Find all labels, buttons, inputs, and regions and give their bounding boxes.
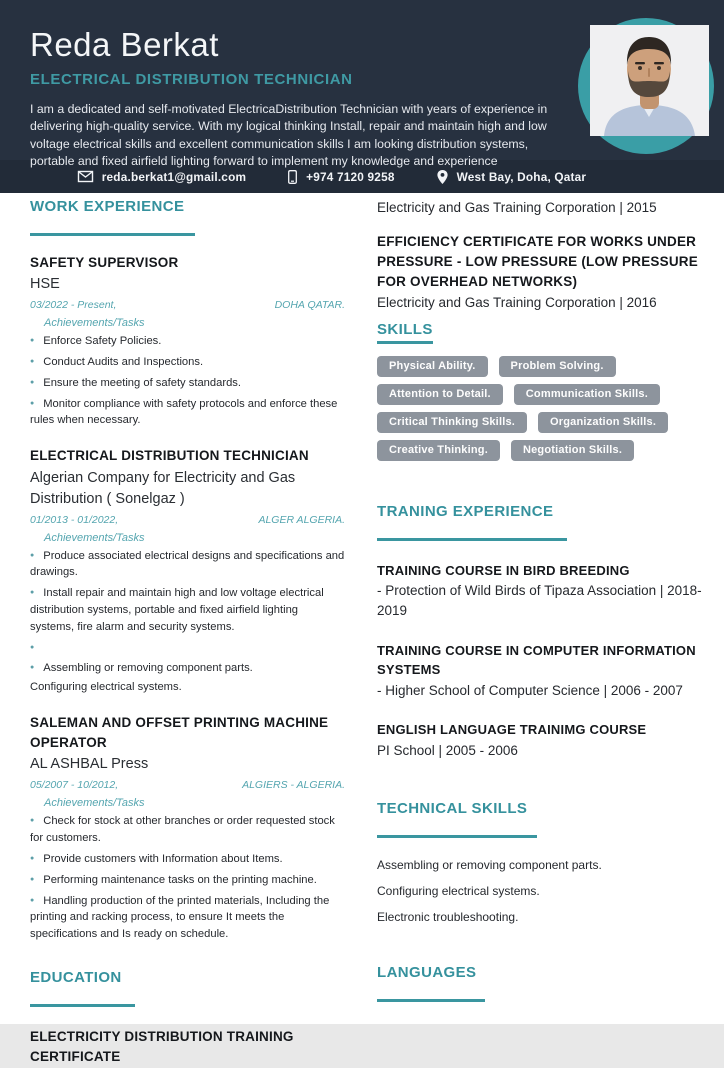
training-detail: PI School | 2005 - 2006 — [377, 742, 518, 758]
section-heading-languages: LANGUAGES — [377, 964, 477, 982]
achievements-label: Achievements/Tasks — [44, 531, 145, 544]
job-extra-line: Configuring electrical systems. — [30, 681, 182, 694]
skill-pill: Physical Ability. — [377, 356, 488, 377]
job-company: Algerian Company for Electricity and Gas Distribution ( Sonelgaz ) — [30, 469, 296, 507]
resume-body — [0, 193, 724, 1068]
bullet-item: ● Monitor compliance with safety protocols and enforce these rules when necessary. — [30, 396, 345, 430]
training-entry — [377, 561, 704, 621]
bullet-item: ● Handling production of the printed materials, Including the printing and racking process, to ensure It meets the specifications and Is ready on schedule. — [30, 893, 345, 943]
profile-photo — [578, 18, 714, 156]
job-meta — [30, 514, 345, 526]
bullet-item: ● Performing maintenance tasks on the printing machine. — [30, 872, 345, 889]
pill-row — [377, 384, 704, 405]
section-divider — [377, 835, 537, 838]
skill-pill-grid — [377, 356, 704, 461]
pill-row — [377, 440, 704, 461]
job-entry — [30, 446, 345, 696]
job-dates: 05/2007 - 10/2012, — [30, 779, 119, 792]
bullet-item: ● Assembling or removing component parts. — [30, 660, 345, 677]
contact-location-text: West Bay, Doha, Qatar — [456, 169, 587, 184]
job-bullet-list — [30, 548, 345, 678]
training-detail: - Protection of Wild Birds of Tipaza Association | 2018-2019 — [377, 583, 702, 618]
skill-pill: Negotiation Skills. — [511, 440, 634, 461]
job-meta — [30, 779, 345, 791]
skill-pill: Problem Solving. — [499, 356, 616, 377]
job-location: DOHA QATAR. — [274, 299, 345, 312]
job-location: ALGER ALGERIA. — [258, 513, 345, 526]
training-entry — [377, 720, 704, 760]
section-training-experience — [377, 503, 704, 760]
certificate-entry — [377, 232, 704, 313]
job-title: SALEMAN AND OFFSET PRINTING MACHINE OPERATOR — [30, 714, 329, 751]
section-heading-education: EDUCATION — [30, 969, 122, 986]
bullet-item — [30, 640, 345, 657]
section-heading-technical-skills: TECHNICAL SKILLS — [377, 800, 528, 818]
skill-pill: Critical Thinking Skills. — [377, 412, 527, 433]
section-divider — [377, 999, 485, 1002]
left-column — [30, 198, 345, 1068]
job-title: ELECTRICAL DISTRIBUTION TECHNICIAN — [30, 448, 309, 464]
job-location: ALGIERS - ALGERIA. — [242, 779, 345, 792]
bullet-item: ● Conduct Audits and Inspections. — [30, 354, 345, 371]
contact-email-text: reda.berkat1@gmail.com — [101, 169, 247, 184]
job-meta — [30, 299, 345, 311]
phone-icon — [288, 170, 297, 184]
contact-phone-text: +974 7120 9258 — [306, 169, 395, 184]
job-entry — [30, 713, 345, 943]
training-title: TRAINING COURSE IN BIRD BREEDING — [377, 562, 630, 578]
profile-photo-image — [590, 25, 709, 136]
contact-location — [437, 170, 587, 184]
section-heading-work-experience: WORK EXPERIENCE — [30, 198, 185, 215]
certificate-org-line: Electricity and Gas Training Corporation | 2015 — [377, 200, 657, 215]
pill-row — [377, 356, 704, 377]
section-technical-skills — [377, 800, 704, 924]
job-company: HSE — [30, 276, 60, 293]
training-entry — [377, 641, 704, 701]
training-detail: - Higher School of Computer Science | 2006 - 2007 — [377, 682, 683, 698]
certificate-title: EFFICIENCY CERTIFICATE FOR WORKS UNDER PRESSURE - LOW PRESSURE (LOW PRESSURE FOR OVERHEAD NETWORKS) — [377, 233, 698, 290]
skill-pill: Attention to Detail. — [377, 384, 503, 405]
training-title: TRAINING COURSE IN COMPUTER INFORMATION SYSTEMS — [377, 642, 696, 677]
section-heading-skills: SKILLS — [377, 321, 433, 344]
candidate-job-title: ELECTRICAL DISTRIBUTION TECHNICIAN — [30, 71, 353, 88]
right-column — [377, 198, 704, 1068]
education-item-title: ELECTRICITY DISTRIBUTION TRAINING CERTIFICATE — [30, 1029, 294, 1065]
achievements-label: Achievements/Tasks — [44, 797, 145, 810]
bullet-item: ● Enforce Safety Policies. — [30, 333, 345, 350]
achievements-label: Achievements/Tasks — [44, 317, 145, 330]
section-heading-training: TRANING EXPERIENCE — [377, 502, 554, 520]
hero-header — [0, 0, 724, 169]
contact-email — [78, 170, 246, 184]
section-divider — [30, 1004, 135, 1007]
bullet-item: ● Produce associated electrical designs and specifications and drawings. — [30, 548, 345, 582]
job-dates: 03/2022 - Present, — [30, 299, 117, 312]
profile-summary: I am a dedicated and self-motivated ElectricaDistribution Technician with years of experience in delivering high-quality service. With my logical thinking Install, repair and maintain high and low voltage electrical skills and excellent communication skills I am looking distribution systems, portable and fixed airfield lighting forward to implement my knowledge and experience — [30, 102, 548, 169]
bullet-item: ● Provide customers with Information about Items. — [30, 851, 345, 868]
bullet-item: ● Check for stock at other branches or order requested stock for customers. — [30, 813, 345, 847]
section-skills — [377, 313, 704, 461]
technical-skill-item: Configuring electrical systems. — [377, 884, 540, 899]
job-bullet-list — [30, 813, 345, 943]
job-company: AL ASHBAL Press — [30, 756, 149, 773]
location-pin-icon — [437, 170, 448, 184]
certificate-org-line: Electricity and Gas Training Corporation | 2016 — [377, 295, 657, 311]
training-title: ENGLISH LANGUAGE TRAINIMG COURSE — [377, 722, 647, 738]
technical-skill-item: Assembling or removing component parts. — [377, 858, 602, 873]
job-title: SAFETY SUPERVISOR — [30, 255, 179, 270]
job-dates: 01/2013 - 01/2022, — [30, 513, 119, 526]
section-divider — [30, 233, 195, 236]
section-divider — [377, 538, 567, 541]
avatar-illustration — [590, 25, 709, 136]
skill-pill: Communication Skills. — [514, 384, 660, 405]
section-education — [30, 969, 345, 1068]
skill-pill: Organization Skills. — [538, 412, 668, 433]
job-entry — [30, 253, 345, 429]
bullet-item: ● Install repair and maintain high and low voltage electrical distribution systems, portable and fixed airfield lighting systems, fire alarm and security systems. — [30, 585, 345, 635]
technical-skill-item: Electronic troubleshooting. — [377, 910, 519, 925]
job-bullet-list — [30, 333, 345, 429]
candidate-name: Reda Berkat — [30, 26, 219, 63]
pill-row — [377, 412, 704, 433]
bullet-item: ● Ensure the meeting of safety standards. — [30, 375, 345, 392]
skill-pill: Creative Thinking. — [377, 440, 500, 461]
mail-icon — [78, 171, 93, 182]
contact-phone — [288, 170, 394, 184]
section-languages — [377, 964, 704, 1002]
